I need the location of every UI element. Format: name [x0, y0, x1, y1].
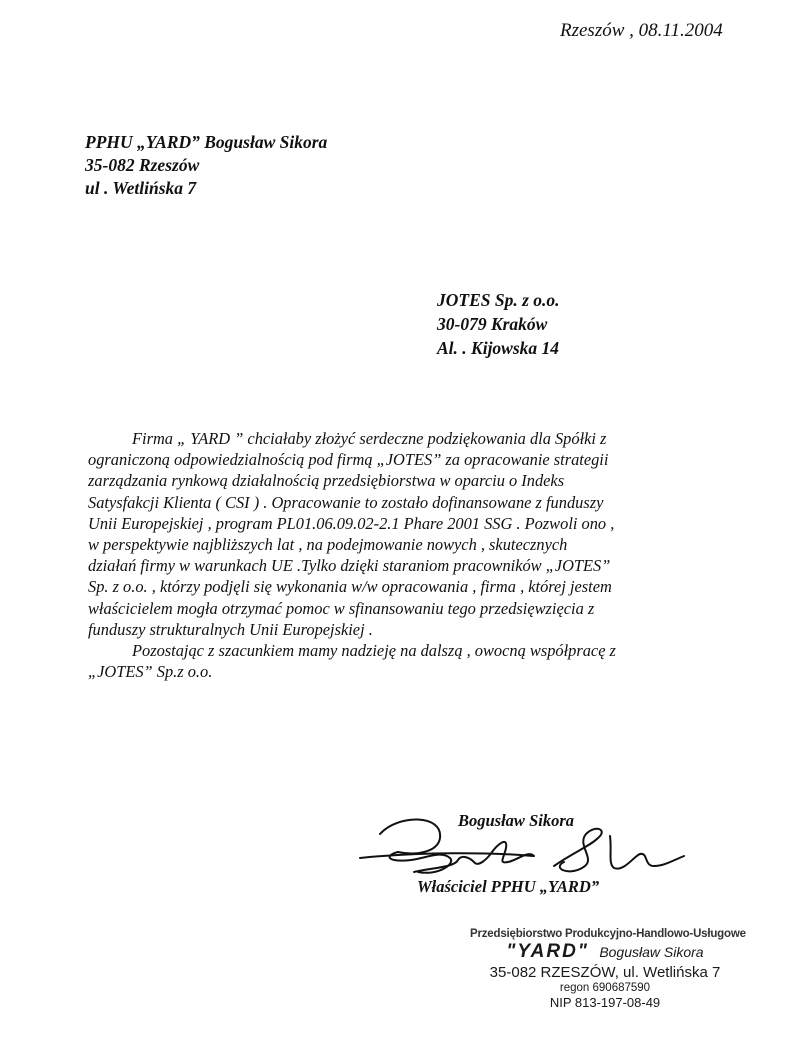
- body-line: „JOTES” Sp.z o.o.: [88, 662, 213, 682]
- sender-street: ul . Wetlińska 7: [85, 178, 197, 198]
- body-line: Sp. z o.o. , którzy podjęli się wykonania w/w opracowania , firma , której jestem: [88, 577, 612, 597]
- body-line: ograniczoną odpowiedzialnością pod firmą „JOTES” za opracowanie strategii: [88, 450, 609, 470]
- stamp-nip: NIP 813-197-08-49: [549, 995, 661, 1010]
- signatory-title: Właściciel PPHU „YARD”: [417, 877, 600, 896]
- body-line: zarządzania rynkową działalnością przedsiębiorstwa w oparciu o Indeks: [88, 471, 565, 491]
- stamp-owner: Bogusław Sikora: [599, 944, 704, 960]
- stamp-company-type: Przedsiębiorstwo Produkcyjno-Handlowo-Usługowe: [470, 928, 746, 940]
- body-line: Firma „ YARD ” chciałaby złożyć serdeczne podziękowania dla Spółki z: [132, 429, 607, 448]
- letter-date: Rzeszów , 08.11.2004: [560, 20, 723, 41]
- stamp-brand-row: [470, 941, 740, 963]
- body-line: Unii Europejskiej , program PL01.06.09.02-2.1 Phare 2001 SSG . Pozwoli ono ,: [88, 513, 615, 533]
- body-line: funduszy strukturalnych Unii Europejskiej .: [88, 619, 373, 639]
- sender-address: [85, 131, 327, 200]
- company-stamp: [470, 928, 746, 1010]
- body-line: w perspektywie najbliższych lat , na podejmowanie nowych , skutecznych: [88, 535, 568, 555]
- stamp-brand: "YARD": [506, 941, 589, 962]
- stamp-address: 35-082 RZESZÓW, ul. Wetlińska 7: [489, 964, 721, 981]
- sender-company: PPHU „YARD” Bogusław Sikora: [85, 132, 328, 152]
- body-line: działań firmy w warunkach UE .Tylko dzięki staraniom pracowników „JOTES”: [88, 556, 611, 576]
- signatory-name: Bogusław Sikora: [458, 811, 574, 830]
- recipient-company: JOTES Sp. z o.o.: [437, 290, 560, 310]
- body-line: Pozostając z szacunkiem mamy nadzieję na dalszą , owocną współpracę z: [132, 641, 616, 661]
- stamp-regon: regon 690687590: [559, 982, 651, 994]
- body-line: Satysfakcji Klienta ( CSI ) . Opracowanie to zostało dofinansowane z funduszy: [88, 492, 604, 512]
- sender-city: 35-082 Rzeszów: [85, 155, 200, 175]
- recipient-city: 30-079 Kraków: [437, 314, 548, 334]
- recipient-street: Al. . Kijowska 14: [437, 338, 560, 358]
- body-line: właścicielem mogła otrzymać pomoc w sfinansowaniu tego przedsięwzięcia z: [88, 598, 595, 618]
- recipient-address: [437, 288, 560, 360]
- letter-body: [88, 428, 748, 682]
